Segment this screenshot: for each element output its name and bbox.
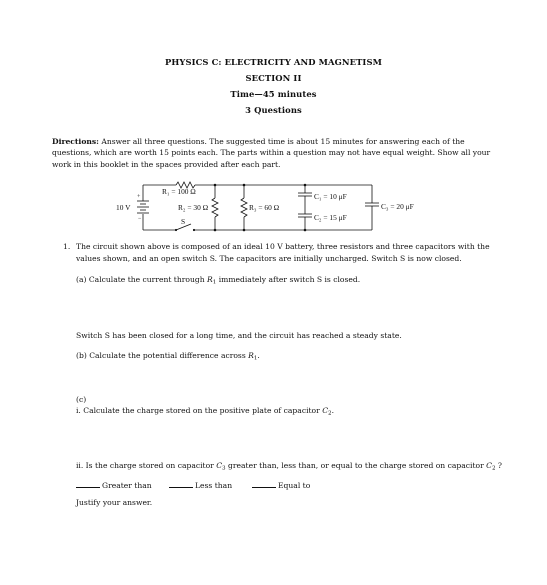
battery-plus-label: + xyxy=(137,194,141,200)
justify-prompt: Justify your answer. xyxy=(76,498,153,507)
part-c-label: (c) xyxy=(76,395,87,404)
part-c-ii-prompt: ii. Is the charge stored on capacitor $C_3$ greater than, less than, or equal to the charge stored on capacitor $C_2$ ? xyxy=(76,461,503,472)
c1-label: C₁ = 10 μF xyxy=(314,192,347,201)
answer-blank[interactable] xyxy=(76,481,100,488)
r3-label: R₃ = 60 Ω xyxy=(249,203,280,212)
question-number: 1. xyxy=(63,242,71,251)
c3-label: C₃ = 20 μF xyxy=(381,202,414,211)
questions-count: 3 Questions xyxy=(245,105,302,115)
switch-label: S xyxy=(181,217,186,226)
directions xyxy=(52,136,494,170)
r2-label: R₂ = 30 Ω xyxy=(178,203,209,212)
answer-blank[interactable] xyxy=(169,481,193,488)
part-a-prompt: (a) Calculate the current through $R_1$ immediately after switch S is closed. xyxy=(76,275,361,286)
choice-equal-to[interactable]: Equal to xyxy=(252,480,310,491)
directions-text: Answer all three questions. The suggested time is about 15 minutes for answering each of the questions, which are worth 15 points each. The parts within a question may not have equal weight. Show all your work in this booklet in the spaces provided after each part. xyxy=(52,137,491,169)
time-label: Time—45 minutes xyxy=(230,89,317,99)
question-intro-line-1: The circuit shown above is composed of an ideal 10 V battery, three resistors and three capacitors with the xyxy=(76,242,490,251)
steady-state-text: Switch S has been closed for a long time, and the circuit has reached a steady state. xyxy=(76,331,402,340)
circuit-diagram xyxy=(0,176,547,246)
c2-label: C₂ = 15 μF xyxy=(314,213,347,222)
part-b-prompt: (b) Calculate the potential difference across $R_1$. xyxy=(76,351,260,362)
r1-label: R₁ = 100 Ω xyxy=(162,187,196,196)
section-label: SECTION II xyxy=(245,73,302,83)
question-intro-line-2: values shown, and an open switch S. The capacitors are initially uncharged. Switch S is now closed. xyxy=(76,254,462,263)
exam-title: PHYSICS C: ELECTRICITY AND MAGNETISM xyxy=(165,57,382,67)
answer-blank[interactable] xyxy=(252,481,276,488)
directions-label: Directions: xyxy=(52,137,99,146)
choice-less-than[interactable]: Less than xyxy=(169,480,232,491)
choice-greater-than[interactable]: Greater than xyxy=(76,480,152,491)
part-c-i-prompt: i. Calculate the charge stored on the positive plate of capacitor $C_2$. xyxy=(76,406,334,417)
battery-label: 10 V xyxy=(116,203,131,212)
battery-minus-label: − xyxy=(138,216,142,222)
